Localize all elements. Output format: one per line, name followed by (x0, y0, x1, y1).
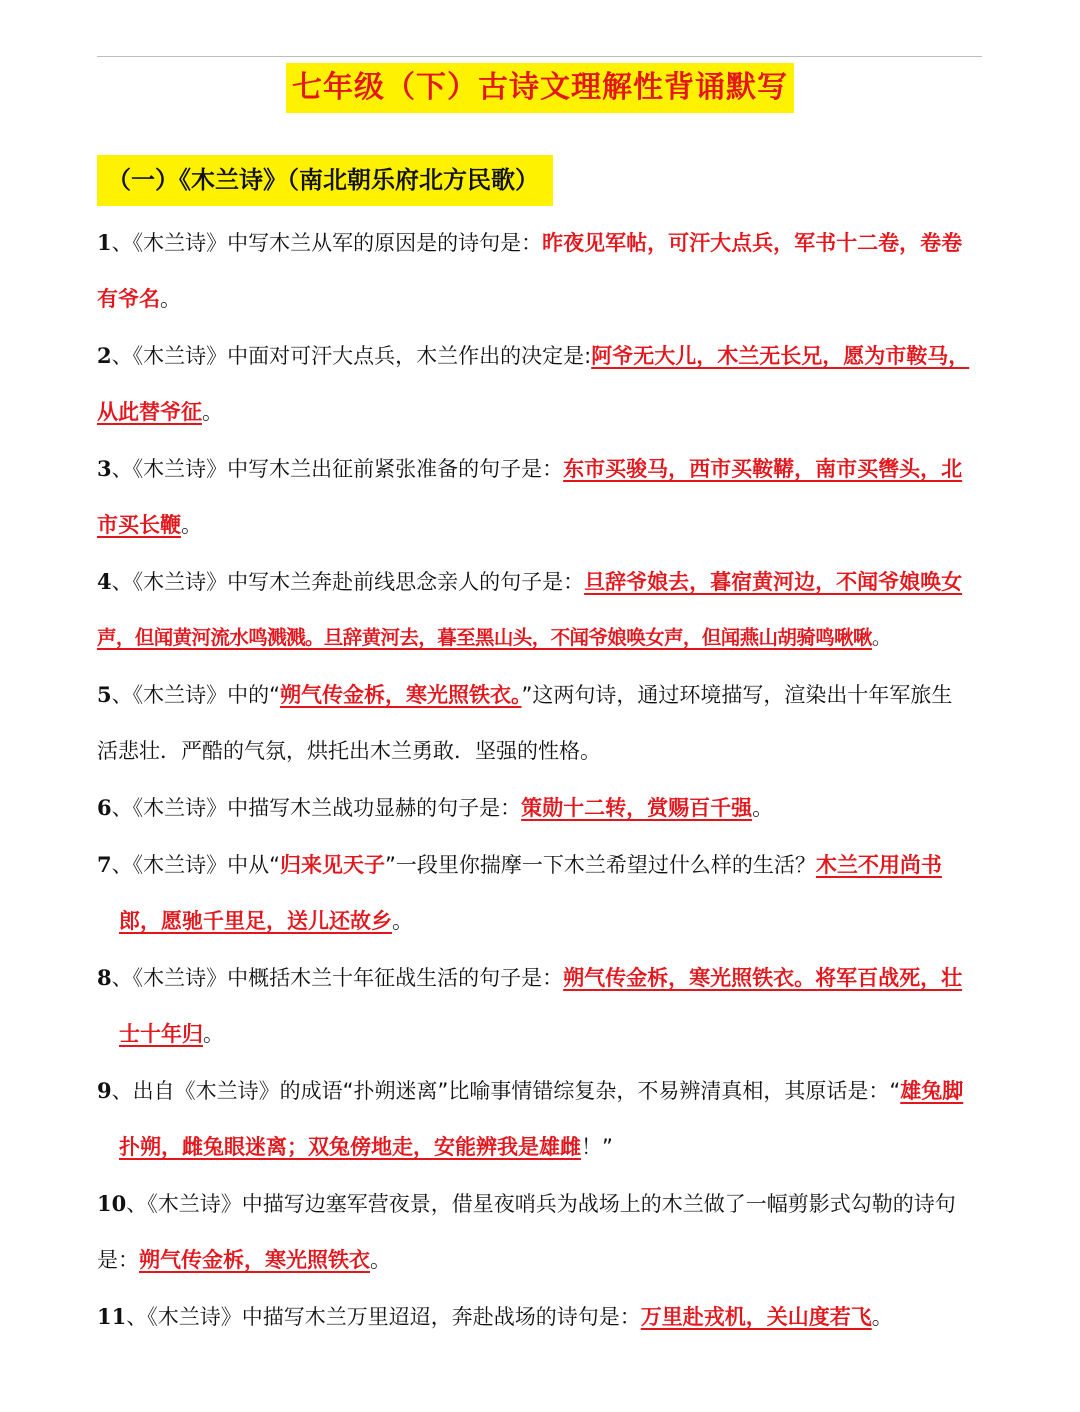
question-text: 活悲壮．严酷的气氛，烘托出木兰勇敢．坚强的性格。 (97, 739, 601, 763)
punctuation: 。 (370, 1248, 391, 1272)
answer-text: 士十年归 (119, 1022, 203, 1046)
section-heading: （一）《木兰诗》（南北朝乐府北方民歌） (97, 155, 553, 206)
title-container (0, 63, 1080, 113)
question-text: 、《木兰诗》中面对可汗大点兵，木兰作出的决定是: (111, 344, 592, 368)
item-number: 5 (97, 682, 112, 707)
punctuation: 。 (202, 400, 223, 424)
answer-text: 从此替爷征 (97, 400, 202, 424)
punctuation: 。 (871, 1305, 893, 1329)
answer-text: 朔气传金柝，寒光照铁衣。将军百战死，壮 (563, 966, 963, 990)
answer-text: 木兰不用尚书 (815, 853, 942, 877)
answer-text: 声，但闻黄河流水鸣溅溅。旦辞黄河去，暮至黑山头，不闻爷娘唤女声，但闻燕山胡骑鸣啾啾 (97, 626, 872, 649)
answer-text: 昨夜见军帖，可汗大点兵，军书十二卷，卷卷 (542, 231, 963, 255)
punctuation: 。 (160, 287, 181, 311)
item-number: 8 (97, 965, 112, 990)
question-text: 、出自《木兰诗》的成语“扑朔迷离”比喻事情错综复杂，不易辨清真相，其原话是：“ (111, 1079, 901, 1103)
question-text: 、《木兰诗》中的“ (111, 683, 281, 707)
list-item (97, 328, 982, 440)
item-number: 2 (97, 343, 112, 368)
punctuation: 。 (203, 1022, 224, 1046)
question-text: 、《木兰诗》中写木兰出征前紧张准备的句子是： (111, 457, 564, 481)
list-item (97, 554, 982, 666)
punctuation: 。 (392, 909, 413, 933)
list-item (97, 950, 982, 1062)
question-text: ”一段里你揣摩一下木兰希望过什么样的生活？ (385, 853, 816, 877)
item-number: 6 (97, 795, 112, 820)
answer-text: 策勋十二转，赏赐百千强 (521, 796, 753, 820)
answer-text: 阿爷无大儿，木兰无长兄，愿为市鞍马， (591, 344, 970, 368)
question-text: ”这两句诗，通过环境描写，渲染出十年军旅生 (521, 683, 953, 707)
question-text: 、《木兰诗》中写木兰奔赴前线思念亲人的句子是： (111, 570, 585, 594)
item-number: 7 (97, 852, 112, 877)
item-number: 9 (97, 1078, 112, 1103)
answer-text: 朔气传金柝，寒光照铁衣 (139, 1248, 370, 1272)
list-item (97, 215, 982, 327)
answer-text: 旦辞爷娘去，暮宿黄河边，不闻爷娘唤女 (584, 570, 963, 594)
item-number: 1 (97, 230, 112, 255)
answer-text: 扑朔，雌兔眼迷离；双兔傍地走，安能辨我是雄雌 (119, 1135, 581, 1159)
answer-text: 万里赴戎机，关山度若飞 (640, 1305, 872, 1329)
list-item (97, 1176, 982, 1288)
item-number: 4 (97, 569, 112, 594)
page-title: 七年级（下）古诗文理解性背诵默写 (286, 63, 794, 113)
question-text: 、《木兰诗》中写木兰从军的原因是的诗句是： (111, 231, 543, 255)
quoted-phrase: 归来见天子 (280, 853, 386, 877)
punctuation: 。 (752, 796, 774, 820)
question-text: 、《木兰诗》中描写木兰战功显赫的句子是： (111, 796, 522, 820)
top-divider (97, 56, 982, 57)
list-item (97, 780, 982, 836)
punctuation: 。 (871, 626, 891, 649)
list-item (97, 1063, 982, 1175)
list-item (97, 837, 982, 949)
question-text: 、《木兰诗》中概括木兰十年征战生活的句子是： (111, 966, 564, 990)
answer-text: 郎，愿驰千里足，送儿还故乡 (119, 909, 392, 933)
answer-text: 市买长鞭 (97, 513, 181, 537)
item-number: 11 (97, 1304, 127, 1329)
punctuation: ！” (581, 1135, 613, 1159)
item-number: 3 (97, 456, 112, 481)
list-item (97, 1289, 982, 1345)
question-text: 是： (97, 1248, 139, 1272)
list-item (97, 441, 982, 553)
answer-text: 朔气传金柝，寒光照铁衣。 (280, 683, 522, 707)
answer-text: 雄兔脚 (900, 1079, 964, 1103)
punctuation: 。 (181, 513, 202, 537)
answer-text: 有爷名 (97, 287, 160, 311)
question-text: 、《木兰诗》中描写边塞军营夜景，借星夜哨兵为战场上的木兰做了一幅剪影式勾勒的诗句 (126, 1192, 956, 1216)
question-text: 、《木兰诗》中描写木兰万里迢迢，奔赴战场的诗句是： (126, 1305, 641, 1329)
question-text: 、《木兰诗》中从“ (111, 853, 281, 877)
answer-text: 东市买骏马，西市买鞍鞯，南市买辔头，北 (563, 457, 963, 481)
list-item (97, 667, 982, 779)
item-number: 10 (97, 1191, 127, 1216)
